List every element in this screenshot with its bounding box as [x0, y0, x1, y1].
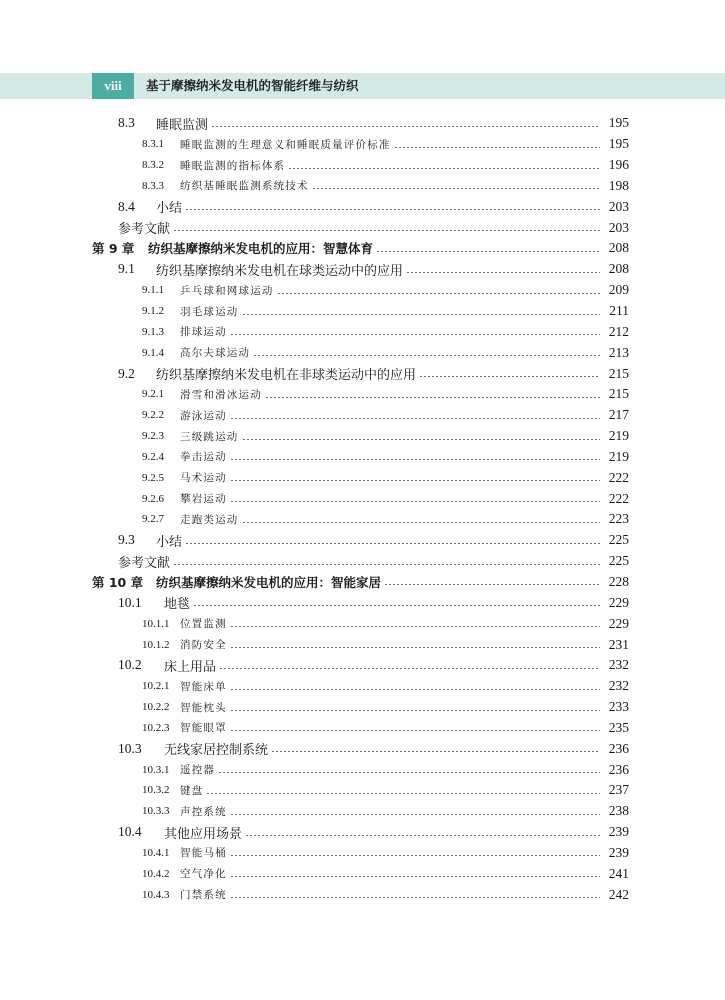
toc-page-number: 235 — [608, 719, 629, 735]
toc-subsection-entry[interactable] — [0, 634, 725, 655]
toc-dot-leader — [193, 605, 600, 606]
toc-dot-leader — [242, 314, 601, 315]
toc-section-entry[interactable] — [0, 551, 725, 572]
toc-entry-title: 智能枕头 — [180, 701, 227, 714]
toc-section-entry[interactable] — [0, 196, 725, 217]
toc-entry-title: 纺织基睡眠监测系统技术 — [180, 180, 309, 193]
toc-page-number: 215 — [608, 386, 629, 402]
toc-entry-title: 纺织基摩擦纳米发电机的应用：智慧体育 — [148, 241, 374, 257]
toc-dot-leader — [230, 501, 600, 502]
toc-subsection-entry[interactable] — [0, 280, 725, 301]
toc-entry-title: 三级跳运动 — [180, 430, 239, 443]
toc-subsection-entry[interactable] — [0, 780, 725, 801]
toc-entry-title: 纺织基摩擦纳米发电机在非球类运动中的应用 — [156, 368, 417, 384]
toc-subsection-entry[interactable] — [0, 488, 725, 509]
toc-entry-number: 9.1.3 — [142, 325, 164, 338]
toc-subsection-entry[interactable] — [0, 384, 725, 405]
toc-section-entry[interactable] — [0, 738, 725, 759]
toc-dot-leader — [219, 668, 600, 669]
toc-section-entry[interactable] — [0, 592, 725, 613]
toc-entry-number: 第 9 章 — [92, 241, 135, 257]
toc-dot-leader — [406, 272, 600, 273]
toc-entry-title: 小结 — [156, 534, 183, 550]
toc-entry-number: 10.2.2 — [142, 701, 170, 714]
toc-subsection-entry[interactable] — [0, 676, 725, 697]
toc-entry-title: 门禁系统 — [180, 889, 227, 902]
toc-subsection-entry[interactable] — [0, 342, 725, 363]
toc-entry-title: 乒乓球和网球运动 — [180, 284, 274, 297]
toc-entry-number: 10.1 — [118, 594, 142, 610]
toc-page-number: 229 — [608, 615, 629, 631]
toc-entry-title: 纺织基摩擦纳米发电机的应用：智能家居 — [156, 574, 382, 590]
toc-entry-title: 消防安全 — [180, 639, 227, 652]
running-header-title: 基于摩擦纳米发电机的智能纤维与纺织 — [146, 78, 359, 93]
toc-page-number: 222 — [608, 490, 629, 506]
toc-subsection-entry[interactable] — [0, 155, 725, 176]
toc-page-number: 232 — [608, 678, 629, 694]
toc-dot-leader — [376, 251, 600, 252]
toc-entry-number: 10.2.3 — [142, 721, 170, 734]
toc-dot-leader — [230, 418, 600, 419]
toc-entry-number: 10.4 — [118, 824, 142, 840]
toc-entry-title: 马术运动 — [180, 472, 227, 485]
toc-entry-title: 滑雪和滑冰运动 — [180, 388, 262, 401]
toc-entry-title: 纺织基摩擦纳米发电机在球类运动中的应用 — [156, 263, 404, 279]
toc-entry-number: 10.1.1 — [142, 617, 170, 630]
toc-subsection-entry[interactable] — [0, 863, 725, 884]
toc-dot-leader — [242, 439, 601, 440]
toc-subsection-entry[interactable] — [0, 134, 725, 155]
toc-entry-title: 键盘 — [180, 784, 204, 797]
toc-page-number: 215 — [608, 365, 629, 381]
toc-subsection-entry[interactable] — [0, 613, 725, 634]
toc-dot-leader — [185, 543, 600, 544]
toc-page-number: 209 — [608, 282, 629, 298]
toc-page-number: 217 — [608, 407, 629, 423]
toc-entry-title: 地毯 — [164, 597, 191, 613]
toc-page-number: 208 — [608, 240, 629, 256]
toc-entry-title: 其他应用场景 — [164, 826, 243, 842]
toc-entry-title: 羽毛球运动 — [180, 305, 239, 318]
toc-subsection-entry[interactable] — [0, 801, 725, 822]
toc-entry-number: 9.2.6 — [142, 492, 164, 505]
toc-entry-number: 9.2.3 — [142, 430, 164, 443]
toc-section-entry[interactable] — [0, 113, 725, 134]
toc-entry-title: 攀岩运动 — [180, 493, 227, 506]
toc-dot-leader — [230, 459, 600, 460]
toc-dot-leader — [271, 751, 600, 752]
toc-page-number: 231 — [608, 636, 629, 652]
toc-subsection-entry[interactable] — [0, 301, 725, 322]
toc-section-entry[interactable] — [0, 259, 725, 280]
toc-entry-number: 9.2.5 — [142, 471, 164, 484]
page-number: viii — [92, 73, 134, 99]
toc-entry-title: 智能床单 — [180, 680, 227, 693]
toc-entry-title: 睡眠监测的指标体系 — [180, 159, 286, 172]
toc-page-number: 225 — [608, 553, 629, 569]
toc-dot-leader — [230, 334, 600, 335]
toc-dot-leader — [312, 188, 600, 189]
toc-entry-title: 智能眼罩 — [180, 722, 227, 735]
toc-entry-title: 参考文献 — [118, 222, 171, 238]
toc-subsection-entry[interactable] — [0, 717, 725, 738]
toc-dot-leader — [230, 647, 600, 648]
toc-entry-number: 8.4 — [118, 198, 135, 214]
toc-subsection-entry[interactable] — [0, 447, 725, 468]
toc-entry-number: 9.1.1 — [142, 284, 164, 297]
toc-subsection-entry[interactable] — [0, 176, 725, 197]
toc-entry-number: 9.2 — [118, 365, 135, 381]
toc-entry-number: 10.3 — [118, 740, 142, 756]
toc-dot-leader — [265, 397, 600, 398]
toc-dot-leader — [230, 876, 600, 877]
toc-page-number: 222 — [608, 469, 629, 485]
toc-entry-title: 空气净化 — [180, 868, 227, 881]
toc-page-number: 195 — [608, 115, 629, 131]
toc-entry-number: 9.2.4 — [142, 450, 164, 463]
toc-page-number: 225 — [608, 532, 629, 548]
toc-subsection-entry[interactable] — [0, 321, 725, 342]
toc-page-number: 219 — [608, 448, 629, 464]
toc-subsection-entry[interactable] — [0, 467, 725, 488]
toc-entry-number: 8.3.2 — [142, 159, 164, 172]
toc-entry-number: 10.3.2 — [142, 784, 170, 797]
toc-entry-number: 9.3 — [118, 532, 135, 548]
toc-dot-leader — [230, 814, 600, 815]
toc-page-number: 203 — [608, 219, 629, 235]
toc-dot-leader — [230, 897, 600, 898]
toc-entry-title: 游泳运动 — [180, 409, 227, 422]
toc-chapter-entry[interactable] — [0, 572, 725, 593]
toc-entry-number: 10.1.2 — [142, 638, 170, 651]
toc-entry-title: 参考文献 — [118, 555, 171, 571]
toc-entry-number: 10.4.3 — [142, 888, 170, 901]
toc-entry-number: 10.4.2 — [142, 867, 170, 880]
toc-dot-leader — [277, 293, 600, 294]
toc-chapter-entry[interactable] — [0, 238, 725, 259]
toc-page-number: 232 — [608, 657, 629, 673]
toc-page-number: 241 — [608, 865, 629, 881]
toc-page-number: 236 — [608, 740, 629, 756]
toc-entry-title: 排球运动 — [180, 326, 227, 339]
toc-page-number: 228 — [608, 573, 629, 589]
toc-entry-title: 小结 — [156, 201, 183, 217]
toc-page-number: 223 — [608, 511, 629, 527]
toc-page-number: 242 — [608, 886, 629, 902]
toc-subsection-entry[interactable] — [0, 884, 725, 905]
toc-entry-number: 10.3.1 — [142, 763, 170, 776]
toc-entry-number: 10.2.1 — [142, 680, 170, 693]
toc-entry-number: 9.1.4 — [142, 346, 164, 359]
toc-entry-number: 8.3 — [118, 115, 135, 131]
toc-subsection-entry[interactable] — [0, 405, 725, 426]
toc-page-number: 203 — [608, 198, 629, 214]
toc-entry-number: 10.4.1 — [142, 846, 170, 859]
toc-dot-leader — [245, 835, 600, 836]
toc-dot-leader — [230, 480, 600, 481]
toc-page-number: 233 — [608, 699, 629, 715]
toc-page-number: 237 — [608, 782, 629, 798]
toc-entry-title: 位置监测 — [180, 618, 227, 631]
toc-dot-leader — [230, 855, 600, 856]
toc-section-entry[interactable] — [0, 655, 725, 676]
toc-entry-title: 拳击运动 — [180, 451, 227, 464]
toc-page-number: 198 — [608, 177, 629, 193]
toc-entry-title: 睡眠监测的生理意义和睡眠质量评价标准 — [180, 138, 391, 151]
toc-subsection-entry[interactable] — [0, 843, 725, 864]
toc-dot-leader — [230, 626, 600, 627]
toc-page-number: 219 — [608, 428, 629, 444]
toc-entry-title: 无线家居控制系统 — [164, 743, 269, 759]
toc-section-entry[interactable] — [0, 363, 725, 384]
toc-dot-leader — [253, 355, 600, 356]
toc-entry-number: 10.3.3 — [142, 805, 170, 818]
toc-subsection-entry[interactable] — [0, 509, 725, 530]
toc-dot-leader — [173, 230, 600, 231]
toc-subsection-entry[interactable] — [0, 759, 725, 780]
toc-section-entry[interactable] — [0, 822, 725, 843]
toc-entry-title: 遥控器 — [180, 764, 216, 777]
table-of-contents — [0, 113, 725, 905]
toc-entry-title: 高尔夫球运动 — [180, 347, 251, 360]
toc-entry-number: 8.3.3 — [142, 179, 164, 192]
toc-entry-title: 睡眠监测 — [156, 117, 209, 133]
toc-dot-leader — [288, 168, 600, 169]
toc-dot-leader — [419, 376, 600, 377]
toc-entry-title: 智能马桶 — [180, 847, 227, 860]
toc-page-number: 239 — [608, 844, 629, 860]
toc-page-number: 238 — [608, 803, 629, 819]
toc-page-number: 229 — [608, 594, 629, 610]
toc-dot-leader — [185, 209, 600, 210]
toc-entry-number: 9.2.1 — [142, 388, 164, 401]
toc-page-number: 212 — [608, 323, 629, 339]
toc-page-number: 208 — [608, 261, 629, 277]
toc-dot-leader — [230, 710, 600, 711]
toc-dot-leader — [173, 564, 600, 565]
toc-page-number: 239 — [608, 824, 629, 840]
toc-entry-number: 8.3.1 — [142, 138, 164, 151]
toc-dot-leader — [218, 772, 600, 773]
toc-subsection-entry[interactable] — [0, 697, 725, 718]
toc-page-number: 196 — [608, 157, 629, 173]
toc-dot-leader — [242, 522, 601, 523]
toc-entry-number: 第 10 章 — [92, 574, 144, 590]
toc-entry-number: 9.2.7 — [142, 513, 164, 526]
toc-dot-leader — [384, 584, 600, 585]
toc-dot-leader — [394, 147, 600, 148]
toc-page-number: 211 — [609, 303, 629, 319]
toc-subsection-entry[interactable] — [0, 426, 725, 447]
toc-entry-title: 走跑类运动 — [180, 513, 239, 526]
toc-entry-number: 9.2.2 — [142, 409, 164, 422]
toc-section-entry[interactable] — [0, 217, 725, 238]
toc-page-number: 195 — [608, 136, 629, 152]
toc-dot-leader — [230, 730, 600, 731]
toc-page-number: 236 — [608, 761, 629, 777]
toc-entry-number: 9.1.2 — [142, 305, 164, 318]
toc-entry-number: 9.1 — [118, 261, 135, 277]
toc-section-entry[interactable] — [0, 530, 725, 551]
toc-dot-leader — [211, 126, 600, 127]
toc-entry-title: 声控系统 — [180, 805, 227, 818]
toc-dot-leader — [230, 689, 600, 690]
toc-page-number: 213 — [608, 344, 629, 360]
toc-entry-number: 10.2 — [118, 657, 142, 673]
toc-entry-title: 床上用品 — [164, 659, 217, 675]
toc-dot-leader — [206, 793, 600, 794]
